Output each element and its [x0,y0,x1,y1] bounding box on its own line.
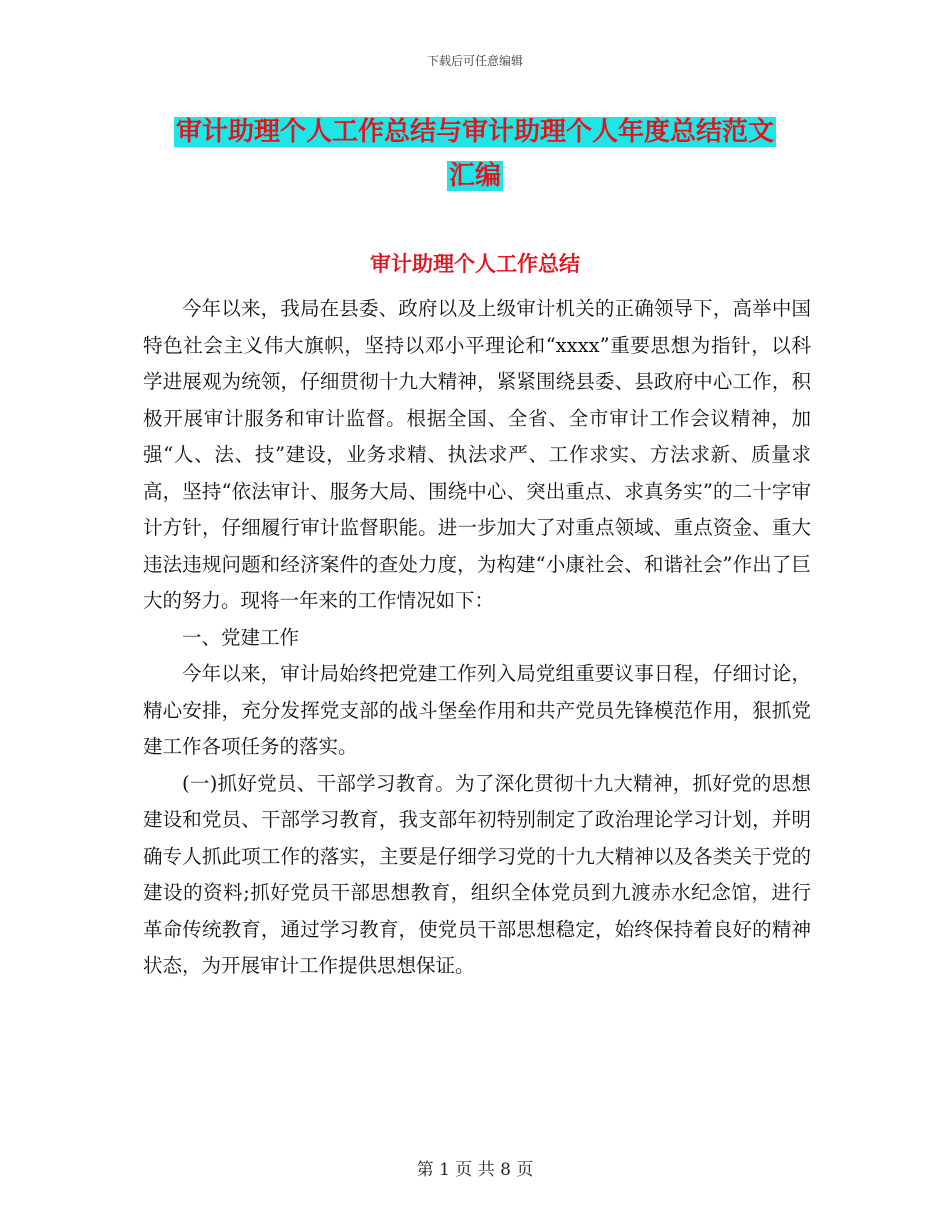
paragraph-study-education: (一)抓好党员、干部学习教育。为了深化贯彻十九大精神，抓好党的思想建设和党员、干部学习教育，我支部年初特别制定了政治理论学习计划，并明确专人抓此项工作的落实，主要是仔细学习党的十九大精神以及各类关于党的建设的资料;抓好党员干部思想教育，组织全体党员到九渡赤水纪念馆，进行革命传统教育，通过学习教育，使党员干部思想稳定，始终保持着良好的精神状态，为开展审计工作提供思想保证。 [143,771,811,977]
paragraph-intro: 今年以来，我局在县委、政府以及上级审计机关的正确领导下，高举中国特色社会主义伟大旗帜，坚持以邓小平理论和“xxxx”重要思想为指针，以科学进展观为统领，仔细贯彻十九大精神，紧紧围绕县委、县政府中心工作，积极开展审计服务和审计监督。根据全国、全省、全市审计工作会议精神，加强“人、法、技”建设，业务求精、执法求严、工作求实、方法求新、质量求高，坚持“依法审计、服务大局、围绕中心、突出重点、求真务实”的二十字审计方针，仔细履行审计监督职能。进一步加大了对重点领域、重点资金、重大违法违规问题和经济案件的查处力度，为构建“小康社会、和谐社会”作出了巨大的努力。现将一年来的工作情况如下： [143,297,811,612]
title-line-2: 汇编 [448,161,501,191]
document-title [0,110,950,198]
header-note: 下载后可任意编辑 [426,54,523,68]
page-footer: 第 1 页 共 8 页 [416,1160,534,1180]
paragraph-party-building: 今年以来，审计局始终把党建工作列入局党组重要议事日程，仔细讨论，精心安排，充分发挥党支部的战斗堡垒作用和共产党员先锋模范作用，狠抓党建工作各项任务的落实。 [143,662,811,758]
document-body [143,291,811,985]
section-title: 审计助理个人工作总结 [370,252,580,276]
title-line-1: 审计助理个人工作总结与审计助理个人年度总结范文 [175,117,774,147]
heading-party-building: 一、党建工作 [182,625,300,649]
